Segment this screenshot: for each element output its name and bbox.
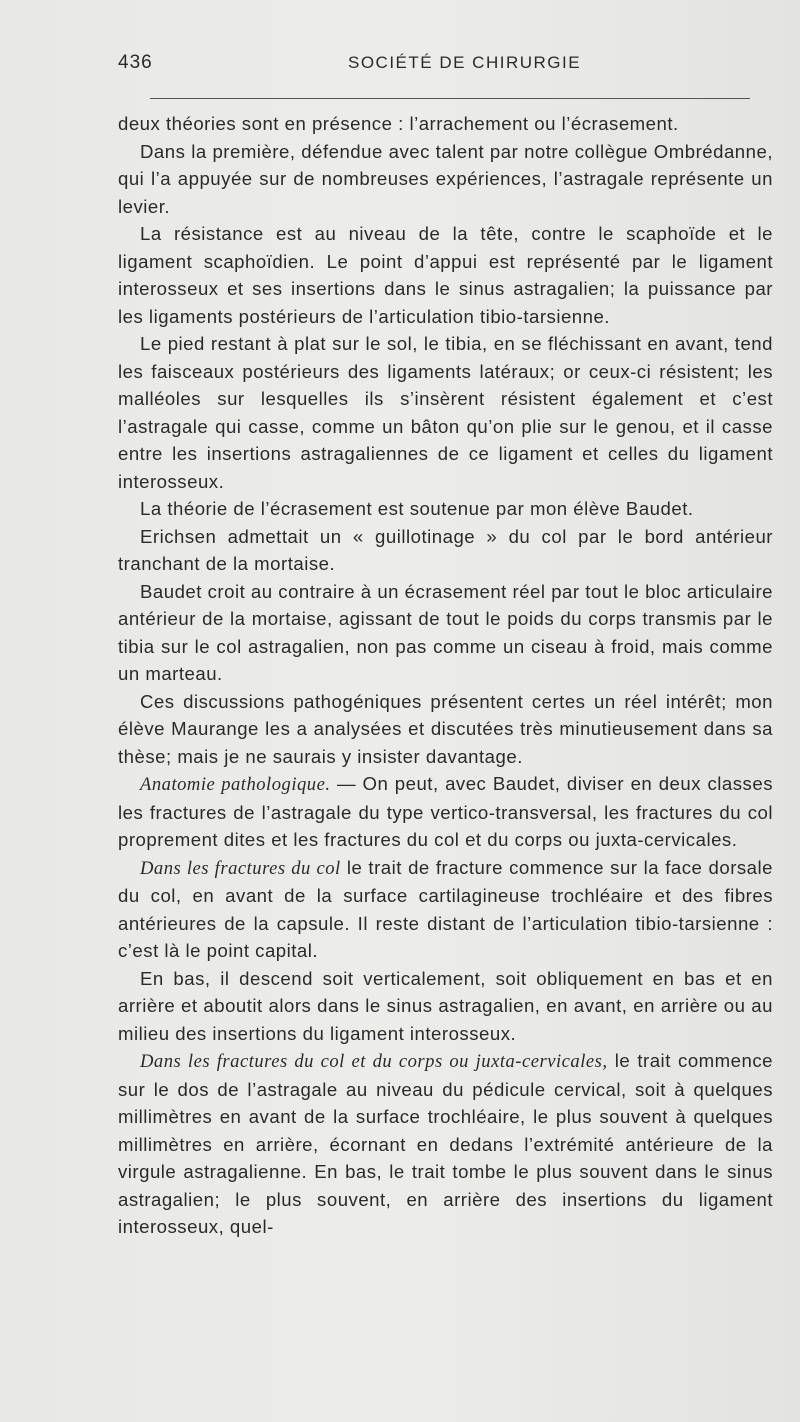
- body-text: [118, 110, 773, 1241]
- page-header: [118, 52, 780, 82]
- paragraph-text: — On peut, avec Baudet, diviser en deux classes les fractures de l’astragale du type vertico-transversal, les fractures du col proprement dites et les fractures du col et du corps ou juxta-cervicales.: [118, 773, 773, 850]
- paragraph-text: Erichsen admettait un « guillotinage » du col par le bord antérieur tranchant de la mortaise.: [118, 525, 773, 574]
- running-title: SOCIÉTÉ DE CHIRURGIE: [348, 53, 582, 72]
- paragraph-text: le trait de fracture commence sur la face dorsale du col, en avant de la surface cartilagineuse trochléaire et des fibres antérieures de la capsule. Il reste distant de l’articulation tibio-tarsienne : c’est là le point capital.: [118, 856, 773, 961]
- paragraph: [118, 138, 773, 221]
- paragraph: [118, 1047, 773, 1241]
- paragraph: [118, 965, 773, 1048]
- paragraph: [118, 854, 773, 965]
- paragraph-text: Dans la première, défendue avec talent par notre collègue Ombrédanne, qui l’a appuyée sur de nombreuses expériences, l’astragale représente un levier.: [118, 140, 773, 217]
- subsection-heading: Dans les fractures du col et du corps ou juxta-cervicales,: [140, 1051, 608, 1072]
- paragraph-text: Le pied restant à plat sur le sol, le tibia, en se fléchissant en avant, tend les faisceaux postérieurs des ligaments latéraux; or ceux-ci résistent; les malléoles sur lesquelles ils s’insèrent résistent également et c’est l’astragale qui casse, comme un bâton qu’on plie sur le genou, et il casse entre les insertions astragaliennes de ce ligament et celles du ligament interosseux.: [118, 333, 773, 492]
- paragraph-text: La théorie de l’écrasement est soutenue par mon élève Baudet.: [140, 498, 694, 519]
- header-rule: [150, 98, 750, 99]
- paragraph: [118, 110, 773, 138]
- section-heading: Anatomie pathologique.: [140, 774, 331, 795]
- paragraph-text: deux théories sont en présence : l’arrachement ou l’écrasement.: [118, 113, 679, 134]
- page-number: 436: [118, 52, 153, 73]
- subsection-heading: Dans les fractures du col: [140, 857, 341, 879]
- paragraph: [118, 523, 773, 578]
- paragraph-text: En bas, il descend soit verticalement, soit obliquement en bas et en arrière et aboutit alors dans le sinus astragalien, en avant, en arrière ou au milieu des insertions du ligament interosseux.: [118, 967, 773, 1044]
- paragraph-text: Ces discussions pathogéniques présentent certes un réel intérêt; mon élève Maurange les a analysées et discutées très minutieusement dans sa thèse; mais je ne saurais y insister davantage.: [118, 690, 773, 767]
- paragraph: [118, 770, 773, 854]
- paragraph: [118, 688, 773, 771]
- paragraph-text: Baudet croit au contraire à un écrasement réel par tout le bloc articulaire antérieur de la mortaise, agissant de tout le poids du corps transmis par le tibia sur le col astragalien, non pas comme un ciseau à froid, mais comme un marteau.: [118, 580, 773, 684]
- paragraph: [118, 578, 773, 688]
- paragraph: [118, 220, 773, 330]
- paragraph-text: le trait commence sur le dos de l’astragale au niveau du pédicule cervical, soit à quelques millimètres en avant de la surface trochléaire, le plus souvent à quelques millimètres en arrière, écornant en dedans l’extrémité antérieure de la virgule astragalienne. En bas, le trait tombe le plus souvent dans le sinus astragalien; le plus souvent, en arrière des insertions du ligament interosseux, quel-: [118, 1050, 773, 1237]
- paragraph: [118, 495, 773, 523]
- paragraph-text: La résistance est au niveau de la tête, contre le scaphoïde et le ligament scaphoïdien. Le point d’appui est représenté par le ligament interosseux et ses insertions dans le sinus astragalien; la puissance par les ligaments postérieurs de l’articulation tibio-tarsienne.: [118, 223, 773, 327]
- paragraph: [118, 330, 773, 495]
